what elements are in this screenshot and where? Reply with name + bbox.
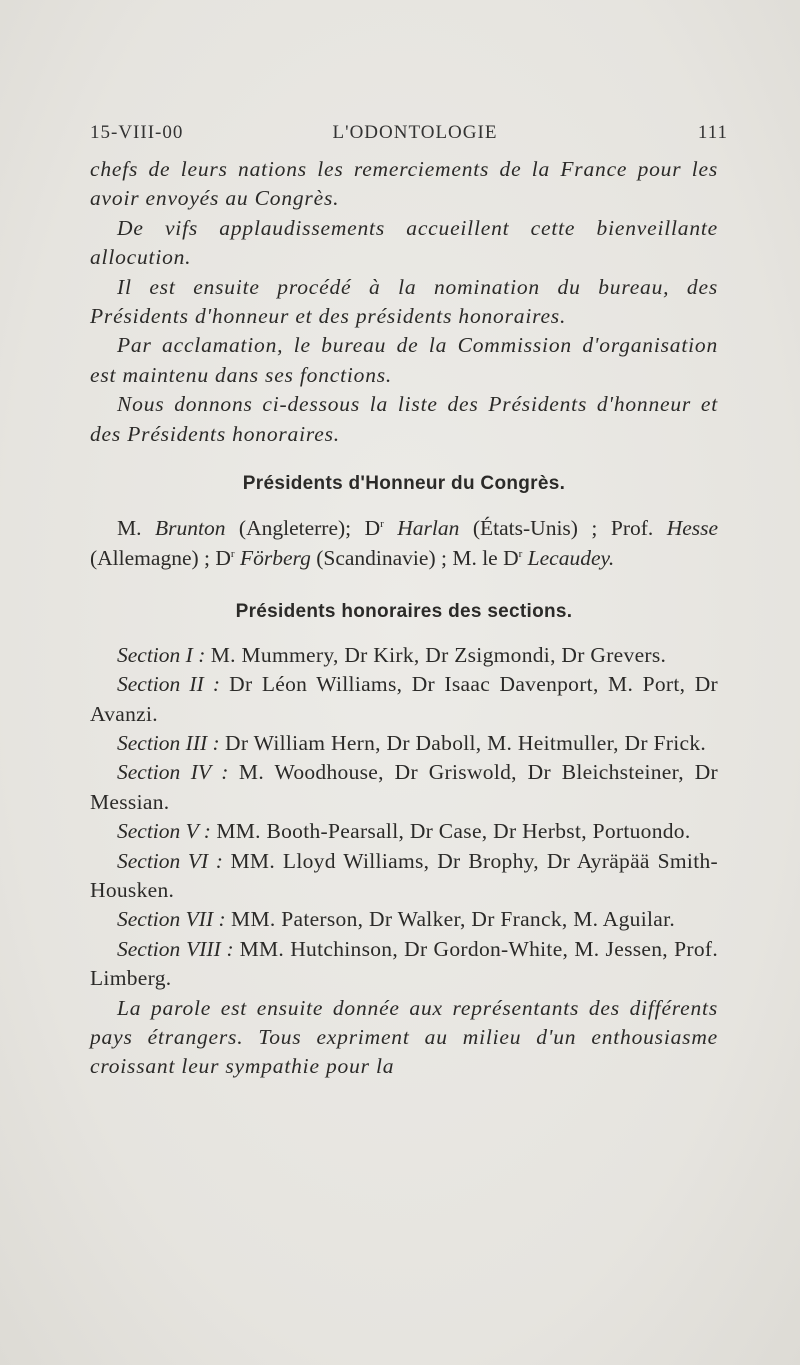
section-members: M. Mummery, Dr Kirk, Dr Zsigmondi, Dr Grevers. [210,642,667,667]
section-members: MM. Hutchinson, Dr Gordon-White, M. Jessen, Prof. Limberg. [90,936,719,991]
section-presidents-heading: Présidents honoraires des sections. [235,601,573,623]
honor-name: Harlan [397,516,460,541]
paragraph-3: Il est ensuite procédé à la nomination du bureau, des Présidents d'honneur et des présidents honoraires. [90,274,718,329]
honor-name: Förberg [239,545,311,570]
running-header [90,122,740,152]
doctor-superscript: r [518,547,523,560]
section-entry [90,729,718,758]
honor-text: Prof. [610,516,654,541]
issue-date: 15-VIII-00 [90,122,184,143]
section-entry [90,758,718,817]
paragraph-1: chefs de leurs nations les remerciements de la France pour les avoir envoyés au Congrès. [90,157,718,211]
honor-presidents-heading: Présidents d'Honneur du Congrès. [242,473,566,495]
section-members: Dr Léon Williams, Dr Isaac Davenport, M. Port, Dr Avanzi. [90,672,718,726]
section-label: Section II : [117,672,221,697]
paragraph-final: La parole est ensuite donnée aux représentants des différents pays étrangers. Tous expriment au milieu d'un enthousiasme croissant leur sympathie pour la [90,995,718,1079]
section-label: Section IV : [117,760,229,785]
section-entry [90,817,718,846]
section-label: Section VII : [117,907,226,932]
page-number: 111 [697,122,728,143]
page-body [90,155,718,1082]
section-members: Dr William Hern, Dr Daboll, M. Heitmuller, Dr Frick. [225,730,707,755]
honor-text: M. le [452,545,498,570]
section-label: Section VI : [117,848,223,873]
paragraph-2: De vifs applaudissements accueillent cette bienveillante allocution. [90,215,718,270]
section-members: MM. Paterson, Dr Walker, Dr Franck, M. Aguilar. [231,907,676,932]
honor-text: D [364,516,381,541]
section-entry [90,905,718,934]
honor-name: Brunton [154,516,226,541]
section-members: MM. Lloyd Williams, Dr Brophy, Dr Ayräpää Smith-Housken. [90,848,718,902]
paragraph-5: Nous donnons ci-dessous la liste des Présidents d'honneur et des Présidents honoraires. [90,392,718,446]
section-members: MM. Booth-Pearsall, Dr Case, Dr Herbst, Portuondo. [216,819,691,844]
section-label: Section VIII : [117,936,234,961]
section-entry [90,935,718,994]
honor-text: (Allemagne) ; [90,545,210,570]
honor-text: (États-Unis) ; [472,516,598,541]
section-label: Section I : [117,642,206,667]
section-label: Section III : [117,730,220,755]
section-label: Section V : [117,819,211,844]
honor-presidents-list [90,514,718,573]
honor-text: D [215,545,231,570]
honor-name: Hesse [666,516,719,541]
honor-name: Lecaudey. [527,545,615,570]
honor-text: D [503,545,519,570]
section-entry [90,641,718,670]
journal-title: L'ODONTOLOGIE [332,122,498,143]
section-members: M. Woodhouse, Dr Griswold, Dr Bleichsteiner, Dr Messian. [90,760,719,814]
honor-text: (Angleterre); [238,516,352,541]
honor-text: M. [117,516,142,541]
paragraph-4: Par acclamation, le bureau de la Commission d'organisation est maintenu dans ses fonctions. [90,333,718,387]
section-entry [90,670,718,729]
doctor-superscript: r [230,547,235,560]
honor-text: (Scandinavie) ; [316,545,447,570]
doctor-superscript: r [380,518,384,531]
section-entry [90,847,718,906]
